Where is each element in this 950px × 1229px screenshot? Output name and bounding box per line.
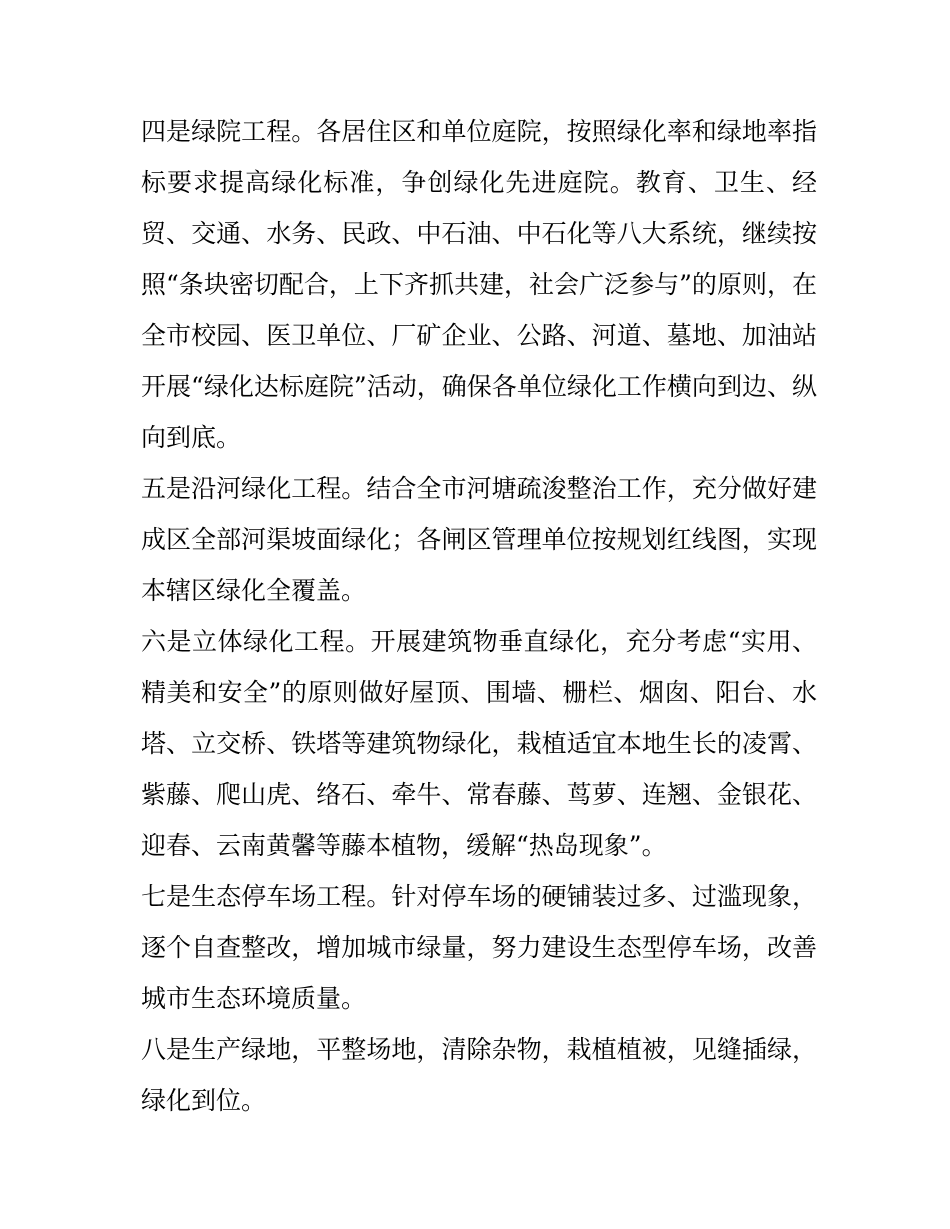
document-body [141, 106, 817, 1126]
paragraph-riverside-greening-project [141, 463, 817, 616]
text-line: 绿化到位。 [141, 1086, 267, 1115]
text-line: 成区全部河渠坡面绿化；各闸区管理单位按规划红线图，实现 [141, 525, 817, 554]
text-line: 城市生态环境质量。 [141, 984, 367, 1013]
text-line: 照“条块密切配合，上下齐抓共建，社会广泛参与”的原则，在 [141, 270, 817, 299]
text-line: 逐个自查整改，增加城市绿量，努力建设生态型停车场，改善 [141, 933, 817, 962]
text-line: 本辖区绿化全覆盖。 [141, 576, 367, 605]
paragraph-production-greenland [141, 1024, 817, 1126]
text-line: 精美和安全”的原则做好屋顶、围墙、栅栏、烟囱、阳台、水 [141, 678, 817, 707]
text-line: 迎春、云南黄馨等藤本植物，缓解“热岛现象”。 [141, 831, 667, 860]
text-line: 七是生态停车场工程。针对停车场的硬铺装过多、过滥现象， [141, 882, 817, 911]
paragraph-eco-parking-project [141, 871, 817, 1024]
text-line: 向到底。 [141, 423, 242, 452]
text-line: 开展“绿化达标庭院”活动，确保各单位绿化工作横向到边、纵 [141, 372, 817, 401]
text-line: 贸、交通、水务、民政、中石油、中石化等八大系统，继续按 [141, 219, 817, 248]
paragraph-green-courtyard-project [141, 106, 817, 463]
text-line: 塔、立交桥、铁塔等建筑物绿化，栽植适宜本地生长的凌霄、 [141, 729, 817, 758]
text-line: 六是立体绿化工程。开展建筑物垂直绿化，充分考虑“实用、 [141, 627, 817, 656]
text-line: 标要求提高绿化标准，争创绿化先进庭院。教育、卫生、经 [141, 168, 817, 197]
text-line: 五是沿河绿化工程。结合全市河塘疏浚整治工作，充分做好建 [141, 474, 817, 503]
text-line: 紫藤、爬山虎、络石、牵牛、常春藤、茑萝、连翘、金银花、 [141, 780, 817, 809]
text-line: 四是绿院工程。各居住区和单位庭院，按照绿化率和绿地率指 [141, 117, 817, 146]
paragraph-vertical-greening-project [141, 616, 817, 871]
text-line: 全市校园、医卫单位、厂矿企业、公路、河道、墓地、加油站 [141, 321, 817, 350]
text-line: 八是生产绿地，平整场地，清除杂物，栽植植被，见缝插绿， [141, 1035, 817, 1064]
